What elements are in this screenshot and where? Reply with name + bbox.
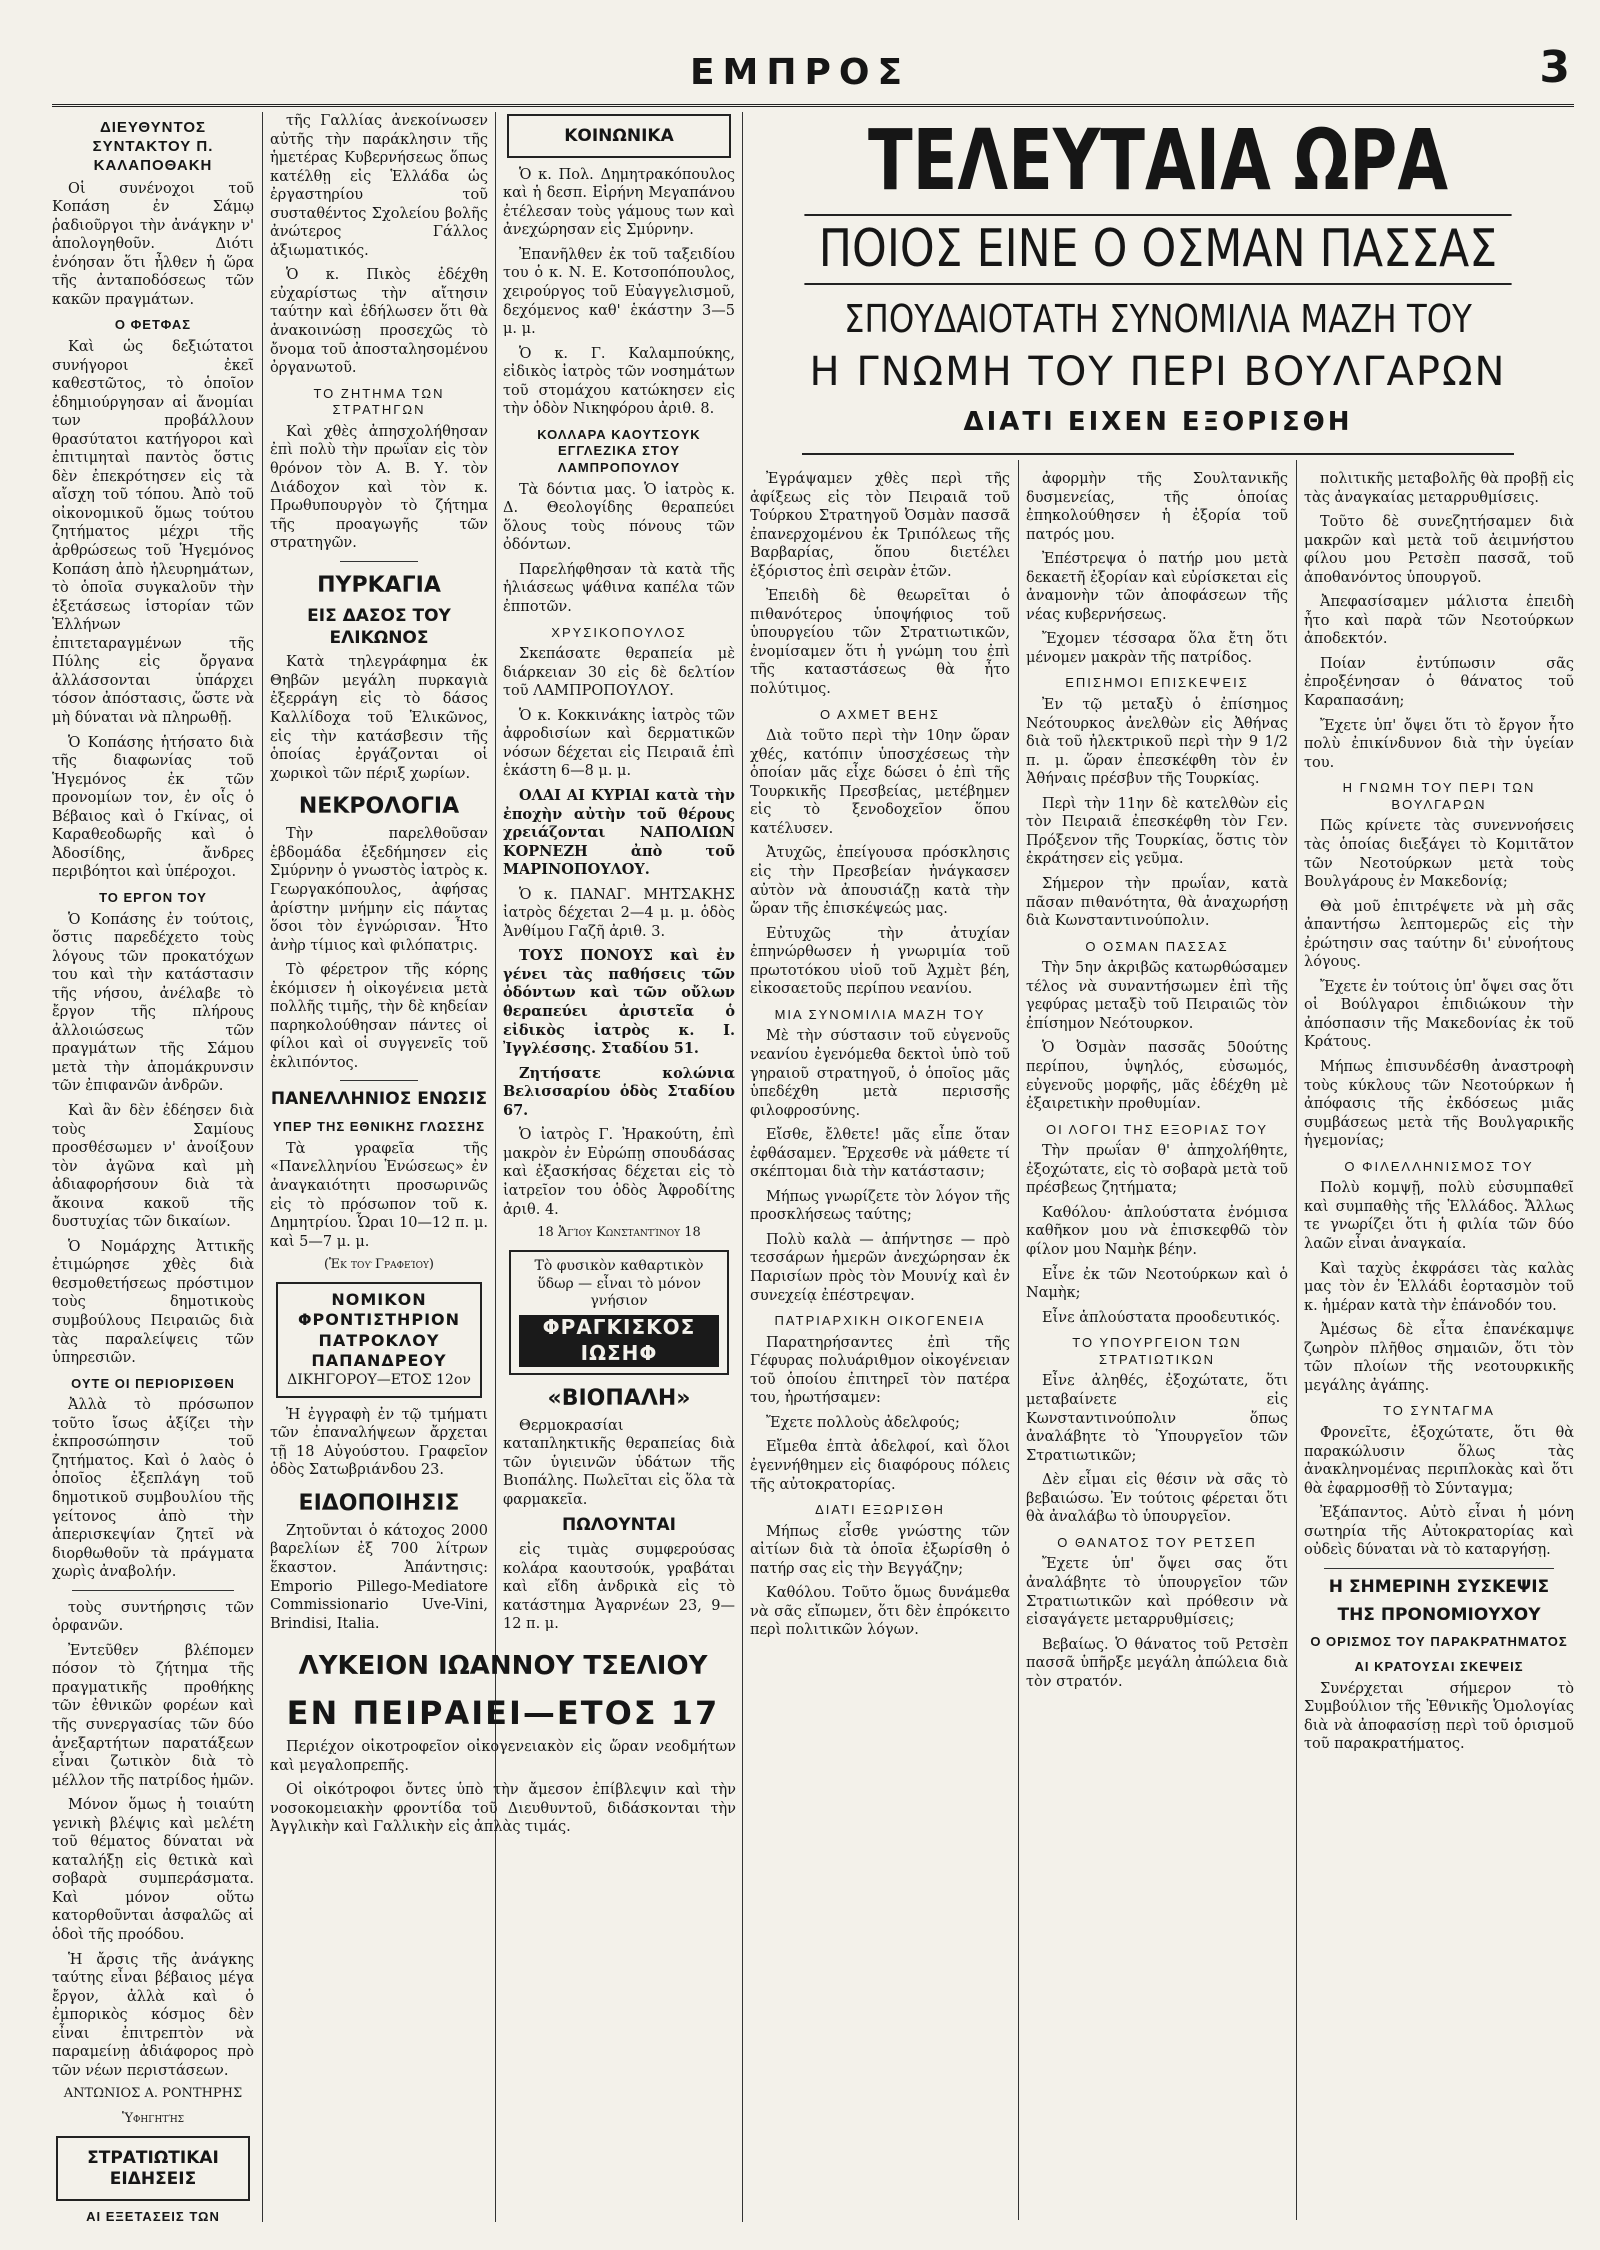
paragraph: Ἐπειδὴ δὲ θεωρεῖται ὁ πιθανότερος ὑποψήφιος τοῦ ὑπουργείου τῶν Στρατιωτικῶν, ἐνομίσαμεν ὅτι ἡ γνώμη του ἐπὶ τῆς καταστάσεως θὰ ἦτο πολύτιμος. [750, 588, 1010, 698]
paragraph: Ζητοῦνται ὁ κάτοχος 2000 βαρελίων ἐξ 700 λίτρων ἕκαστον. Ἀπάντησις: Emporio Pillego-Mediatore Commissionario Uve-Vini, Brindisi, Italia. [270, 1522, 488, 1632]
paragraph: Ὁ Κοπάσης ἐν τούτοις, ὅστις παρεδέχετο τοὺς λόγους τῶν προκατόχων του καὶ τὴν κατάστασιν τῆς νήσου, ἀνέλαβε τὸ ἔργον τῆς πλήρους ἀλλοιώσεως τῶν πραγμάτων τῆς Σάμου μετὰ τὴν ἀπομάκρυνσιν τῶν ἐπιφανῶν ἀνδρῶν. [52, 911, 254, 1095]
lead-deck: ΔΙΑΤΙ ΕΙΧΕΝ ΕΞΟΡΙΣΘΗ [963, 406, 1353, 437]
paragraph: Ποίαν ἐντύπωσιν σᾶς ἐπροξένησαν ὁ θάνατος τοῦ Καραπασάνη; [1304, 655, 1574, 710]
paragraph: Ὁ κ. Γ. Καλαμπούκης, εἰδικὸς ἰατρὸς τῶν νοσημάτων τοῦ στομάχου κατώκησεν εἰς τὴν ὁδὸν Νικηφόρου ἀριθ. 8. [503, 345, 735, 418]
paragraph: ΟΛΑΙ ΑΙ ΚΥΡΙΑΙ κατὰ τὴν ἐποχὴν αὐτὴν τοῦ θέρους χρειάζονται ΝΑΠΟΛΙΩΝ ΚΟΡΝΕΖΗ ἀπὸ τοῦ ΜΑΡΙΝΟΠΟΥΛΟΥ. [503, 787, 735, 879]
ad-title: ΦΡΑΓΚΙΣΚΟΣ ΙΩΣΗΦ [519, 1315, 719, 1366]
paragraph: Εἴσθε, ἔλθετε! μᾶς εἶπε ὅταν ἐφθάσαμεν. Ἔρχεσθε νὰ μάθετε τί σκέπτομαι διὰ τὴν κατάστασιν; [750, 1127, 1010, 1181]
paragraph: Περὶ τὴν 11ην δὲ κατελθὼν εἰς τὸν Πειραιᾶ ἐπεσκέφθη τὸν Γεν. Πρόξενον τῆς Τουρκίας, ὅστις τὸν ἐκράτησεν εἰς γεῦμα. [1026, 795, 1288, 868]
paragraph: Ἀμέσως δὲ εἶτα ἐπανέκαμψε ζωηρὸν πλῆθος σημαιῶν, ὅτι τὸν τῶν πλοίων τῆς νεοτουρκικῆς μεγάλης ἀγάπης. [1304, 1322, 1574, 1394]
advertisement [509, 1250, 729, 1375]
paragraph: Ὁ κ. Πικὸς ἐδέχθη εὐχαρίστως τὴν αἴτησιν ταύτην καὶ ἐδήλωσεν ὅτι θὰ ἀνακοινώσῃ προσεχῶς τὸ ὄνομα τοῦ ἀποσταλησομένου ὀργανωτοῦ. [270, 267, 488, 377]
ad-title: ΛΥΚΕΙΟΝ ΙΩΑΝΝΟΥ ΤΣΕΛΙΟΥ [298, 1651, 708, 1681]
column-3 [503, 112, 735, 1632]
paragraph: Ἐγράψαμεν χθὲς περὶ τῆς ἀφίξεως εἰς τὸν Πειραιᾶ τοῦ Τούρκου Στρατηγοῦ Ὀσμὰν πασσᾶ ἐπανερχομένου ἐκ Τριπόλεως τῆς Βαρβαρίας, ὅπου διετέλει ἐξόριστος ἐπὶ σειρὰν ἐτῶν. [750, 471, 1010, 580]
headline: ΔΙΑΤΙ ΕΞΩΡΙΣΘΗ [815, 1502, 945, 1518]
paragraph: Εἶνε ἁπλούστατα προοδευτικός. [1042, 1309, 1281, 1326]
paragraph: Τὰ γραφεῖα τῆς «Πανελληνίου Ἑνώσεως» ἐν ἀναγκαιότητι προσωρινῶς εἰς τὸ πρόσωπον τοῦ κ. Δημητρίου. Ὧραι 10—12 π. μ. καὶ 5—7 μ. μ. [270, 1140, 488, 1250]
side-head: ΤΟ ΕΡΓΟΝ ΤΟΥ [99, 889, 207, 905]
author-signature: ΑΝΤΩΝΙΟΣ Α. ΡΟΝΤΗΡΗΣ [63, 2086, 243, 2102]
section-title: ΣΤΡΑΤΙΩΤΙΚΑΙ ΕΙΔΗΣΕΙΣ [87, 2147, 219, 2190]
paragraph: Ἀπεφασίσαμεν μάλιστα ἐπειδὴ ἦτο καὶ παρὰ τῶν Νεοτούρκων ἀποδεκτόν. [1304, 594, 1574, 648]
headline: Ο ΦΙΛΕΛΛΗΝΙΣΜΟΣ ΤΟΥ [1344, 1158, 1534, 1174]
headline: ΠΑΝΕΛΛΗΝΙΟΣ ΕΝΩΣΙΣ [270, 1089, 488, 1110]
column-1-kicker: ΔΙΕΥΘΥΝΤΟΣ ΣΥΝΤΑΚΤΟΥ Π. ΚΑΛΑΠΟΘΑΚΗ [92, 119, 214, 175]
lyceum-advertisement [270, 1640, 736, 2220]
headline: Ο ΟΡΙΣΜΟΣ ΤΟΥ ΠΑΡΑΚΡΑΤΗΜΑΤΟΣ [1310, 1634, 1568, 1650]
paragraph: Ἀλλὰ τὸ πρόσωπον τοῦτο ἴσως ἀξίζει τὴν ἐκπροσώπησιν τοῦ ζητήματος. Καὶ ὁ λαὸς ὁ ὁποῖος ἐξεπλάγη τοῦ δημοτικοῦ συμβουλίου τῆς γείτονος ἀπὸ τὴν ἀπερισκεψίαν ζητεῖ νὰ διορθωθοῦν τὰ πράγματα χωρὶς ἀναβολήν. [52, 1397, 254, 1581]
lead-headline: ΤΕΛΕΥΤΑΙΑ ΩΡΑ [867, 111, 1449, 209]
paragraph: τῆς Γαλλίας ἀνεκοίνωσεν αὐτῆς τὴν παράκλησιν τῆς ἡμετέρας Κυβερνήσεως ὅπως κατέλθῃ εἰς Ἑλλάδα ὡς ἐργαστηρίου τοῦ συσταθέντος Σχολείου βολῆς ἀνώτερος Γάλλος ἀξιωματικός. [270, 113, 488, 259]
headline: ΝΕΚΡΟΛΟΓΙΑ [298, 794, 460, 820]
paragraph: Εὐτυχῶς τὴν ἀτυχίαν ἐπηνώρθωσεν ἡ γνωριμία τοῦ πρωτοτόκου υἱοῦ τοῦ Ἀχμὲτ βέη, εἰκοσαετοῦς περίπου νεανίου. [750, 925, 1010, 998]
column-5 [1026, 470, 1288, 2220]
paragraph: Ἔχετε ὑπ' ὄψει ὅτι τὸ ἔργον ἦτο πολὺ ἐπικίνδυνον διὰ τὴν ὑγείαν του. [1304, 717, 1574, 771]
paragraph: Μόνον ὅμως ἡ τοιαύτη γενικὴ βλέψις καὶ μελέτη τοῦ θέματος δύναται νὰ καταλήξῃ εἰς θετικὰ καὶ σοβαρὰ συμπεράσματα. Καὶ μόνον οὕτω κατορθοῦνται ἀσφαλῶς αἱ ὁδοὶ τῆς προόδου. [52, 1797, 254, 1944]
lead-subheadline: ΠΟΙΟΣ ΕΙΝΕ Ο ΟΣΜΑΝ ΠΑΣΣΑΣ [804, 214, 1511, 285]
paragraph: Ἔχετε ὑπ' ὄψει σας ὅτι ἀναλάβητε τὸ ὑπουργεῖον τῶν Στρατιωτικῶν καὶ πρόθεσιν νὰ εἰσαγάγετε μεταρρυθμίσεις; [1026, 1556, 1288, 1629]
paragraph: Ἔχετε πολλοὺς ἀδελφούς; [766, 1414, 960, 1431]
page-number: 3 [1539, 42, 1570, 93]
column-rule [1296, 460, 1297, 2220]
headline: ΠΑΤΡΙΑΡΧΙΚΗ ΟΙΚΟΓΕΝΕΙΑ [774, 1313, 986, 1329]
paragraph: Καὶ ὡς δεξιώτατοι συνήγοροι ἐκεῖ καθεστῶτος, τὸ ὁποῖον ἐδημιούργησαν αἱ ἄνομίαι των προβάλλουν θρασύτατοι κατήγοροι καὶ ἐπιτιμηταὶ παντὸς ὅστις δὲν ἐπεκρότησεν εἰς τὰ αἴσχη τοῦ τόπου. Ἀπὸ τοῦ οἰκονομικοῦ ὅμως τούτου ζητήματος μέχρι τῆς ἀρθρώσεως τοῦ Ἡγεμόνος Κοπάση ἀπὸ ἠλευρημάτων, τὸ ὁποῖα συγκαλοῦν τὴν ἐξετάσεως ἱστορίαν τῶν Ἑλλήνων ἐπιτεταραγμένων τῆς Πύλης εἰς ὄργανα ἀλλάσσονται ὑπάρχει τόσον ἀπόστασις, ὥστε νὰ μὴ δύναται νὰ πληρωθῇ. [52, 339, 254, 726]
headline: Η ΣΗΜΕΡΙΝΗ ΣΥΣΚΕΨΙΣ [1328, 1576, 1550, 1597]
ad-title: ΝΟΜΙΚΟΝ ΦΡΟΝΤΙΣΤΗΡΙΟΝ [297, 1289, 461, 1330]
paragraph: Καὶ ταχὺς ἐκφράσει τὰς καλὰς μας τὸν ἐν Ἑλλάδι ἑορτασμὸν τοῦ κ. ἡμέραν κατὰ τὴν ἐπάνοδόν του. [1304, 1260, 1574, 1314]
headline: ΕΠΙΣΗΜΟΙ ΕΠΙΣΚΕΨΕΙΣ [1065, 675, 1249, 691]
headline: ΑΙ ΕΞΕΤΑΣΕΙΣ ΤΩΝ [86, 2209, 220, 2222]
paragraph: Συνέρχεται σήμερον τὸ Συμβούλιον τῆς Ἐθνικῆς Ὁμολογίας διὰ νὰ ἀποφασίσῃ περὶ τοῦ ὁρισμοῦ τοῦ παρακρατήματος. [1304, 1680, 1574, 1753]
headline: Η ΓΝΩΜΗ ΤΟΥ ΠΕΡΙ ΤΩΝ ΒΟΥΛΓΑΡΩΝ [1342, 780, 1536, 812]
paragraph: Τὸ φέρετρον τῆς κόρης ἐκόμισεν ἡ οἰκογένεια μετὰ πολλῆς τιμῆς, τὴν δὲ κηδείαν παρηκολούθησαν πάντες οἱ φίλοι καὶ οἱ συγγενεῖς τοῦ ἐκλιπόντος. [270, 962, 488, 1071]
paragraph: Ὁ κ. Πολ. Δημητρακόπουλος καὶ ἡ δεσπ. Εἰρήνη Μεγαπάνου ἐτέλεσαν τοὺς γάμους των καὶ ἀνεχώρησαν εἰς Σμύρνην. [503, 166, 735, 239]
paragraph: Καὶ ἂν δὲν ἐδέησεν διὰ τοὺς Σαμίους προσθέσωμεν ν' ἀνοίξουν τὸν ἀγῶνα καὶ μὴ ἀδιαφορήσουν διὰ τὰ ἄκοινα κακοῦ τῆς δυστυχίας τῶν δικαίων. [52, 1102, 254, 1231]
headline: ΥΠΕΡ ΤΗΣ ΕΘΝΙΚΗΣ ΓΛΩΣΣΗΣ [272, 1119, 485, 1135]
paragraph: ἀφορμὴν τῆς Σουλτανικῆς δυσμενείας, τῆς ὁποίας ἐπηκολούθησεν ἡ ἐξορία τοῦ πατρός μου. [1026, 471, 1288, 543]
paragraph: Σήμερον τὴν πρωΐαν, κατὰ πᾶσαν πιθανότητα, θὰ ἀναχωρήσῃ διὰ Κωνσταντινούπολιν. [1026, 876, 1288, 930]
masthead [0, 0, 1600, 110]
paragraph: Ἐντεῦθεν βλέπομεν πόσον τὸ ζήτημα τῆς πραγματικῆς προθήκης τῶν ἐθνικῶν φορέων καὶ τῆς συνεργασίας τῶν δύο ἀνεξαρτήτων παρατάξεων εἶναι ζωτικὸν διὰ τὸ μέλλον τῆς πατρίδος ἡμῶν. [52, 1642, 254, 1789]
paragraph: Εἶνε ἀληθές, ἐξοχώτατε, ὅτι μεταβαίνετε εἰς Κωνσταντινούπολιν ὅπως ἀναλάβητε τὸ Ὑπουργεῖον τῶν Στρατιωτικῶν; [1026, 1373, 1288, 1464]
paragraph: ΤΟΥΣ ΠΟΝΟΥΣ καὶ ἐν γένει τὰς παθήσεις τῶν ὀδόντων καὶ τῶν οὔλων θεραπεύει ἀριστεῖα ὁ εἰδικὸς ἰατρὸς κ. Ι. Ἰγγλέσσης. Σταδίου 51. [503, 947, 735, 1058]
paragraph: Μήπως γνωρίζετε τὸν λόγον τῆς προσκλήσεως ταύτης; [750, 1188, 1010, 1224]
paragraph: Θὰ μοῦ ἐπιτρέψετε νὰ μὴ σᾶς ἀπαντήσω λεπτομερῶς εἰς τὴν ἐρώτησιν σας ταύτην δι' εὐνοήτους λόγους. [1304, 898, 1574, 971]
paragraph: Τὴν 5ην ἀκριβῶς κατωρθώσαμεν τέλος νὰ συναντήσωμεν ἐπὶ τῆς γεφύρας μεταξὺ τοῦ Πειραιῶς τὸν ἐπίσημον Νεότουρκον. [1026, 960, 1288, 1032]
paragraph: Πῶς κρίνετε τὰς συνεννοήσεις τὰς ὁποίας διεξάγει τὸ Κομιτᾶτον τῶν Νεοτούρκων μετὰ τοὺς Βουλγάρους ἐν Μακεδονίᾳ; [1304, 818, 1574, 891]
advertisement [276, 1282, 482, 1398]
paragraph: Τὴν παρελθοῦσαν ἑβδομάδα ἐξεδήμησεν εἰς Σμύρνην ὁ γνωστὸς ἰατρὸς κ. Γεωργακόπουλος, ἀφήσας ἀρίστην μνήμην εἰς πάντας ὅσοι τὸν ἐγνώρισαν. Ἦτο ἀνὴρ τίμιος καὶ φιλόπατρις. [270, 826, 488, 954]
side-head: ΟΥΤΕ ΟΙ ΠΕΡΙΟΡΙΣΘΕΝ [71, 1375, 235, 1391]
headline: ΠΥΡΚΑΓΙΑ [317, 572, 441, 598]
paragraph: Ἐπέστρεψα ὁ πατήρ μου μετὰ δεκαετῆ ἐξορίαν καὶ εὐρίσκεται εἰς ἀναμονὴν τῶν ἀποφάσεων τῆς νέας κυβερνήσεως. [1026, 551, 1288, 623]
paragraph: Δὲν εἶμαι εἰς θέσιν νὰ σᾶς τὸ βεβαιώσω. Ἐν τούτοις φέρεται ὅτι θὰ ἀναλάβω τὸ ὑπουργεῖον. [1026, 1472, 1288, 1526]
lead-headline-block [742, 111, 1574, 455]
ad-line: ΠΑΤΡΟΚΛΟΥ ΠΑΠΑΝΔΡΕΟΥ [311, 1330, 447, 1371]
headline: ΧΡΥΣΙΚΟΠΟΥΛΟΣ [551, 624, 687, 640]
side-head: Ο ΦΕΤΦΑΣ [114, 317, 192, 333]
author-role: Ὑφηγητής [121, 2111, 185, 2127]
paragraph: Ὁ κ. ΠΑΝΑΓ. ΜΗΤΣΑΚΗΣ ἰατρὸς δέχεται 2—4 μ. μ. ὁδὸς Ἀνθίμου Γαζῆ ἀριθ. 3. [503, 886, 735, 940]
paragraph: Φρονεῖτε, ἐξοχώτατε, ὅτι θὰ παρακώλυσιν ὅλως τὰς ἀνακληνομένας περιπλοκὰς καὶ ὅτι θὰ ἐφαρμοσθῇ τὸ Σύνταγμα; [1304, 1425, 1574, 1497]
paragraph: Καθόλου. Τοῦτο ὅμως δυνάμεθα νὰ σᾶς εἴπωμεν, ὅτι δὲν ἐπρόκειτο περὶ πολιτικῶν λόγων. [750, 1585, 1010, 1639]
address-line: 18 Ἁγίου Κωνσταντίνου 18 [537, 1225, 701, 1241]
headline: Ο ΘΑΝΑΤΟΣ ΤΟΥ ΡΕΤΣΕΠ [1057, 1534, 1257, 1550]
paragraph: Μήπως ἐπισυνδέσθη ἀναστροφὴ τοὺς κύκλους τῶν Νεοτούρκων ἡ ἀπόφασις τῆς ἐκδόσεως μιᾶς συμβάσεως μετὰ τῆς Βουλγαρικῆς ἡγεμονίας; [1304, 1059, 1574, 1150]
paragraph: Τοῦτο δὲ συνεζητήσαμεν διὰ μακρῶν καὶ μετὰ τοῦ ἀειμνήστου φίλου μου Ρετσὲπ πασσᾶ, τοῦ ἀποθανόντος ὑπουργοῦ. [1304, 514, 1574, 586]
paragraph: Διὰ τοῦτο περὶ τὴν 10ην ὥραν χθές, κατόπιν ὑποσχέσεως τὴν ὁποίαν μᾶς εἶχε δώσει ὁ ἐπὶ τῆς Τουρκικῆς Πρεσβείας, μετέβημεν εἰς τὸ ξενοδοχεῖον ὅπου κατέλυσεν. [750, 728, 1010, 837]
headline: ΕΙΣ ΔΑΣΟΣ ΤΟΥ ΕΛΙΚΩΝΟΣ [307, 605, 451, 648]
paragraph: Μήπως εἶσθε γνώστης τῶν αἰτίων διὰ τὰ ὁποῖα ἐξωρίσθη ὁ πατήρ σας εἰς τὴν Βεγγάζην; [750, 1523, 1010, 1577]
headline: Ο ΑΧΜΕΤ ΒΕΗΣ [820, 706, 940, 722]
divider [72, 1590, 234, 1591]
headline: ΤΟ ΖΗΤΗΜΑ ΤΩΝ ΣΤΡΑΤΗΓΩΝ [313, 385, 445, 418]
headline: ΚΟΛΛΑΡΑ ΚΑΟΥΤΣΟΥΚ ΕΓΓΛΕΖΙΚΑ ΣΤΟΥ ΛΑΜΠΡΟΠΟΥΛΟΥ [537, 426, 701, 476]
paragraph: Βεβαίως. Ὁ θάνατος τοῦ Ρετσὲπ πασσᾶ ὑπῆρξε μεγάλη ἀπώλεια διὰ τὸν στρατόν. [1026, 1636, 1288, 1690]
divider [1324, 1568, 1554, 1569]
headline: «ΒΙΟΠΑΛΗ» [547, 1385, 691, 1411]
headline: ΑΙ ΚΡΑΤΟΥΣΑΙ ΣΚΕΨΕΙΣ [1354, 1658, 1524, 1674]
ad-line: Τὸ φυσικὸν καθαρτικὸν ὕδωρ — εἶναι τὸ μόνον γνήσιον [534, 1257, 704, 1310]
paragraph: Τὴν πρωΐαν θ' ἀπηχολήθητε, ἐξοχώτατε, εἰς τὸ σοβαρὰ μετὰ τοῦ πρέσβεως ζητήματα; [1026, 1143, 1288, 1197]
paragraph: Ὁ Νομάρχης Ἀττικῆς ἐτιμώρησε χθὲς διὰ θεσμοθετήσεως πρόστιμον τοὺς δημοτικοὺς συμβούλους Πειραιῶς διὰ τὰς παραλείψεις τῶν ὑπηρεσιῶν. [52, 1238, 254, 1367]
section-box [56, 2136, 250, 2202]
column-2 [270, 112, 488, 1632]
column-1 [52, 112, 254, 2222]
paragraph: Ἔχετε ἐν τούτοις ὑπ' ὄψει σας ὅτι οἱ Βούλγαροι ἐπιδιώκουν τὴν ἀπόσπασιν τῆς Μακεδονίας ἐκ τοῦ Κράτους. [1304, 978, 1574, 1051]
section-title: ΚΟΙΝΩΝΙΚΑ [564, 126, 674, 146]
paragraph: Ὁ Ὀσμὰν πασσᾶς 50ούτης περίπου, ὑψηλός, εὐσωμός, εὐγενοῦς μορφῆς, μᾶς ἐδέχθη μὲ ἐξαιρετικὴν προθυμίαν. [1026, 1040, 1288, 1113]
paragraph: Μὲ τὴν σύστασιν τοῦ εὐγενοῦς νεανίου ἐγενόμεθα δεκτοὶ ὑπὸ τοῦ γηραιοῦ στρατηγοῦ, ὁ ὁποῖος μᾶς ὑπεδέχθη μετὰ περισσῆς φιλοφροσύνης. [750, 1028, 1010, 1119]
paragraph: Οἱ συνένοχοι τοῦ Κοπάση ἐν Σάμῳ ῥαδιοῦργοι τὴν ἀνάγκην ν' ἀπολογηθοῦν. Διότι ἐνόησαν ὅτι ἦλθεν ἡ ὥρα τῆς ἀνταποδόσεως τῶν κακῶν πραγμάτων. [52, 180, 254, 308]
paragraph: Οἱ οἰκότροφοι ὄντες ὑπὸ τὴν ἄμεσον ἐπίβλεψιν καὶ τὴν νοσοκομειακὴν φροντίδα τοῦ Διευθυντοῦ, διδάσκονται τὴν Ἀγγλικὴν καὶ Γαλλικὴν εἰς ἁπλὰς τιμάς. [270, 1782, 736, 1836]
divider [340, 1080, 418, 1081]
paragraph: Παρελήφθησαν τὰ κατὰ τῆς ἡλιάσεως ψάθινα καπέλα τῶν ἐπποτῶν. [503, 561, 735, 616]
paragraph: Πολὺ κομψῇ, πολὺ εὐσυμπαθεῖ καὶ συμπαθὴς τῆς Ἑλλάδος. Ἄλλως τε γνωρίζει ὅτι ἡ φιλία τῶν δύο λαῶν εἶναι ἀναγκαία. [1304, 1180, 1574, 1253]
divider [340, 561, 418, 562]
paragraph: Ἐν τῷ μεταξὺ ὁ ἐπίσημος Νεότουρκος ἀνελθὼν εἰς Ἀθήνας διὰ τοῦ ἠλεκτρικοῦ περὶ τὴν 9 1/2 π. μ. ὥραν ἐπεσκέφθη τὸν ἐν Ἀθήναις πρέσβυν τῆς Τουρκίας. [1026, 697, 1288, 788]
paragraph: Θερμοκρασίαι καταπληκτικῆς θεραπείας διὰ τῶν ὑγιεινῶν ὑδάτων τῆς Βιοπάλης. Πωλεῖται εἰς ὅλα τὰ φαρμακεῖα. [503, 1417, 735, 1508]
paragraph: Σκεπάσατε θεραπεία μὲ διάρκειαν 30 εἰς δὲ δελτίον τοῦ ΛΑΜΠΡΟΠΟΥΛΟΥ. [503, 646, 735, 700]
paragraph: Ἡ ἄρσις τῆς ἀνάγκης ταύτης εἶναι βέβαιος μέγα ἔργον, ἀλλὰ καὶ ὁ ἐμπορικὸς κόσμος δὲν εἶναι ἐπιτρεπτὸν νὰ παραμείνῃ ἀδιάφορος πρὸ τῶν νέων περιστάσεων. [52, 1951, 254, 2079]
paragraph: Εἶνε ἐκ τῶν Νεοτούρκων καὶ ὁ Ναμὴκ; [1026, 1266, 1288, 1302]
lead-deck: Η ΓΝΩΜΗ ΤΟΥ ΠΕΡΙ ΒΟΥΛΓΑΡΩΝ [809, 348, 1507, 395]
paragraph: Καθόλου· ἁπλούστατα ἐνόμισα καθῆκον μου νὰ ἐπισκεφθῶ τὸν φίλον μου Ναμὴκ βέην. [1026, 1204, 1288, 1259]
paragraph: Τὰ δόντια μας. Ὁ ἰατρὸς κ. Δ. Θεολογίδης θεραπεύει ὅλους τοὺς πόνους τῶν ὀδόντων. [503, 481, 735, 554]
paragraph: Ἡ ἐγγραφὴ ἐν τῷ τμήματι τῶν ἐπαναλήψεων ἄρχεται τῇ 18 Αὐγούστου. Γραφεῖον ὁδὸς Σατωβριάνδου 23. [270, 1406, 488, 1479]
paragraph: Παρατηρήσαντες ἐπὶ τῆς Γέφυρας πολυάριθμον οἰκογένειαν τοῦ ὁποίου ἐπιτηρεῖ τὸν πατέρα του, ἠρωτήσαμεν: [750, 1334, 1010, 1407]
masthead-rule [52, 104, 1574, 107]
paragraph: πολιτικῆς μεταβολῆς θὰ προβῇ εἰς τὰς ἀναγκαίας μεταρρυθμίσεις. [1304, 471, 1574, 506]
ad-subtitle: ΕΝ ΠΕΙΡΑΙΕΙ—ΕΤΟΣ 17 [286, 1694, 720, 1733]
paragraph: τοὺς συντήρησις τῶν ὀρφανῶν. [52, 1599, 254, 1635]
lead-deck: ΣΠΟΥΔΑΙΟΤΑΤΗ ΣΥΝΟΜΙΛΙΑ ΜΑΖΗ ΤΟΥ [844, 296, 1472, 341]
headline: ΤΟ ΥΠΟΥΡΓΕΙΟΝ ΤΩΝ ΣΤΡΑΤΙΩΤΙΚΩΝ [1072, 1335, 1242, 1367]
paragraph: Πολὺ καλὰ — ἀπήντησε — πρὸ τεσσάρων ἡμερῶν ἀνεχώρησαν ἐκ Παρισίων πρὸς τὸν Μουνίχ καὶ ἐν συνεχείᾳ ἐπέστρεψαν. [750, 1231, 1010, 1304]
paragraph: Ὁ Κοπάσης ἡτήσατο διὰ τῆς διαφωνίας τοῦ Ἡγεμόνος ἐκ τῶν προνομίων τον, ἐν οἷς ὁ Βέβαιος καὶ ὁ Γκίνας, οἱ Καραθεοδωρῆς καὶ ὁ Ἀδοσίδης, ἄνδρες περιβόητοι καὶ ὑπέροχοι. [52, 734, 254, 881]
headline: ΤΟ ΣΥΝΤΑΓΜΑ [1383, 1403, 1495, 1419]
headline: ΕΙΔΟΠΟΙΗΣΙΣ [298, 1490, 460, 1516]
paragraph: Εἴμεθα ἑπτὰ ἀδελφοί, καὶ ὅλοι ἐγεννήθημεν εἰς διαφόρους πόλεις τῆς αὐτοκρατορίας. [750, 1439, 1010, 1493]
headline: Ο ΟΣΜΑΝ ΠΑΣΣΑΣ [1085, 938, 1229, 954]
paragraph: Κατὰ τηλεγράφημα ἐκ Θηβῶν μεγάλη πυρκαγιὰ ἐξερράγη εἰς τὸ δάσος Καλλίδοχα τοῦ Ἑλικῶνος, εἰς τὴν κατάσβεσιν τῆς ὁποίας ἐργάζονται οἱ χωρικοὶ τῶν πέριξ χωρίων. [270, 654, 488, 782]
headline: ΟΙ ΛΟΓΟΙ ΤΗΣ ΕΞΟΡΙΑΣ ΤΟΥ [1045, 1121, 1269, 1137]
headline: ΤΗΣ ΠΡΟΝΟΜΙΟΥΧΟΥ [1337, 1604, 1541, 1625]
paragraph: εἰς τιμὰς συμφερούσας κολάρα καουτσούκ, γραβάται καὶ εἴδη ἀνδρικὰ εἰς τὸ κατάστημα Ἀγαρνέων 23, 9—12 π. μ. [503, 1542, 735, 1632]
paragraph: Ἔχομεν τέσσαρα ὅλα ἔτη ὅτι μένομεν μακρὰν τῆς πατρίδος. [1026, 631, 1288, 666]
paragraph: Ἀτυχῶς, ἐπείγουσα πρόσκλησις εἰς τὴν Πρεσβείαν ἠνάγκασεν αὐτὸν νὰ ἀπουσιάζῃ κατὰ τὴν ὥραν τῆς ἐπισκέψεώς μας. [750, 845, 1010, 918]
section-box [507, 114, 731, 158]
paragraph: Ἐξάπαντος. Αὐτὸ εἶναι ἡ μόνη σωτηρία τῆς Αὐτοκρατορίας καὶ οὐδεὶς δύναται νὰ τὸ καταργήσῃ. [1304, 1505, 1574, 1559]
paragraph: Καὶ χθὲς ἀπησχολήθησαν ἐπὶ πολὺ τὴν πρωΐαν εἰς τὸν θρόνον τὸν Α. Β. Υ. τὸν Διάδοχον καὶ τὸν κ. Πρωθυπουργὸν τὸ ζήτημα τῆς προαγωγῆς τῶν στρατηγῶν. [270, 423, 488, 552]
paragraph: Ζητήσατε κολώνια Βελισσαρίου ὁδὸς Σταδίου 67. [503, 1064, 735, 1119]
headline: ΜΙΑ ΣΥΝΟΜΙΛΙΑ ΜΑΖΗ ΤΟΥ [774, 1006, 986, 1022]
column-rule [1018, 460, 1019, 2220]
divider [802, 453, 1514, 455]
ad-line: ΔΙΚΗΓΟΡΟΥ—ΕΤΟΣ 12ον [287, 1371, 471, 1388]
paragraph: Ὁ ἰατρὸς Γ. Ἠρακούτη, ἐπὶ μακρὸν ἐν Εὐρώπῃ σπουδάσας καὶ ἐξασκήσας δέχεται εἰς τὸ ἰατρεῖον του ὁδὸς Ἀφροδίτης ἀριθ. 4. [503, 1127, 735, 1218]
headline: ΠΩΛΟΥΝΤΑΙ [562, 1515, 676, 1536]
paragraph: Ἐπανῆλθεν ἐκ τοῦ ταξειδίου του ὁ κ. Ν. Ε. Κοτσοπόπουλος, χειρούργος τοῦ Εὐαγγελισμοῦ, δεχόμενος καθ' ἑκάστην 3—5 μ. μ. [503, 246, 735, 338]
column-6 [1304, 470, 1574, 2220]
column-rule [262, 112, 263, 2222]
paragraph: Περιέχον οἰκοτροφεῖον οἰκογενειακὸν εἰς ὥραν νεοδμήτων καὶ μεγαλοπρεπῆς. [270, 1739, 736, 1774]
paragraph: Ὁ κ. Κοκκινάκης ἰατρὸς τῶν ἀφροδισίων καὶ δερματικῶν νόσων δέχεται εἰς Πειραιᾶ ἐπὶ ἑκάστη 6—8 μ. μ. [503, 707, 735, 780]
newspaper-name: ΕΜΠΡΟΣ [689, 52, 911, 93]
source-line: (Ἐκ τοῦ Γραφείου) [323, 1257, 434, 1273]
column-4 [750, 470, 1010, 2220]
